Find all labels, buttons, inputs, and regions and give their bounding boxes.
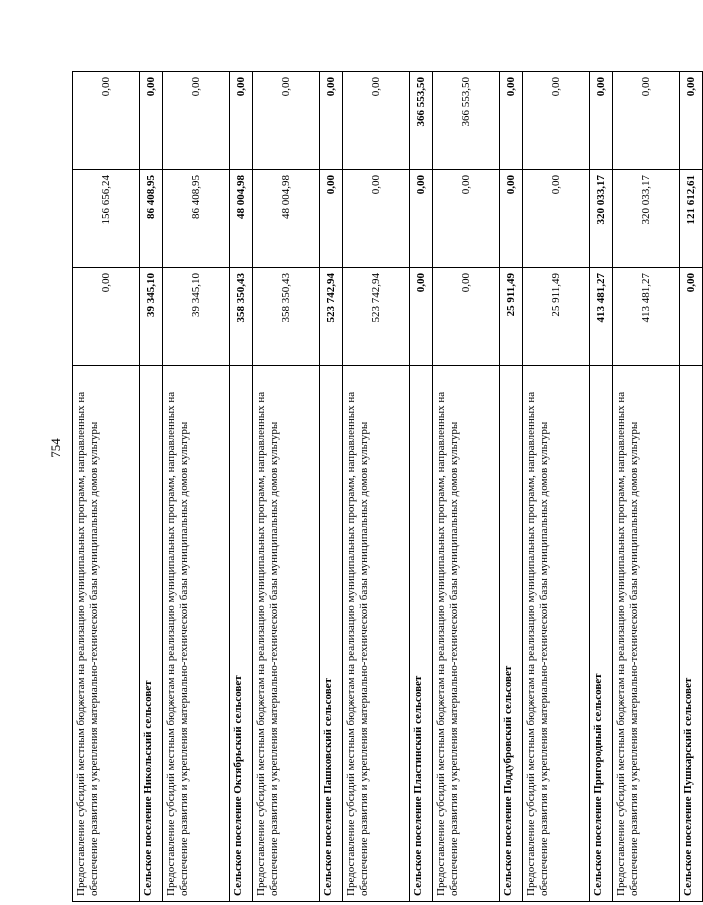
table-row [343,72,410,902]
settlement-name: Сельское поселение Поддубровский сельсовет [500,366,523,902]
value-col-1: 523 742,94 [320,268,343,366]
table-row-settlement [680,72,703,902]
value-col-3: 366 553,50 [433,72,500,170]
table-row-settlement [590,72,613,902]
value-col-2: 0,00 [500,170,523,268]
row-description: Предоставление субсидий местным бюджетам на реализацию муниципальных программ, направленных на обеспечение развития и укрепления материально-технической базы муниципальных домов культуры [433,366,500,902]
table-row-settlement [410,72,433,902]
table-row [613,72,680,902]
value-col-2: 0,00 [320,170,343,268]
value-col-2: 0,00 [343,170,410,268]
value-col-1: 0,00 [410,268,433,366]
value-col-1: 413 481,27 [590,268,613,366]
row-description: Предоставление субсидий местным бюджетам на реализацию муниципальных программ, направленных на обеспечение развития и укрепления материально-технической базы муниципальных домов культуры [613,366,680,902]
value-col-3: 0,00 [500,72,523,170]
table-row [523,72,590,902]
value-col-2: 86 408,95 [163,170,230,268]
value-col-2: 0,00 [410,170,433,268]
budget-table [72,71,703,902]
value-col-2: 48 004,98 [230,170,253,268]
table-row [253,72,320,902]
page-number: 754 [48,438,63,458]
row-description: Предоставление субсидий местным бюджетам на реализацию муниципальных программ, направленных на обеспечение развития и укрепления материально-технической базы муниципальных домов культуры [163,366,230,902]
value-col-3: 0,00 [523,72,590,170]
value-col-3: 0,00 [590,72,613,170]
settlement-name: Сельское поселение Пригородный сельсовет [590,366,613,902]
settlement-name: Сельское поселение Пушкарский сельсовет [680,366,703,902]
value-col-2: 0,00 [523,170,590,268]
value-col-1: 25 911,49 [500,268,523,366]
value-col-3: 0,00 [73,72,140,170]
rotated-table-area [72,72,697,902]
value-col-3: 366 553,50 [410,72,433,170]
value-col-3: 0,00 [343,72,410,170]
table-row [73,72,140,902]
value-col-3: 0,00 [230,72,253,170]
value-col-1: 39 345,10 [163,268,230,366]
table-row-settlement [500,72,523,902]
table-row-settlement [230,72,253,902]
value-col-1: 0,00 [73,268,140,366]
settlement-name: Сельское поселение Пашковский сельсовет [320,366,343,902]
settlement-name: Сельское поселение Никольский сельсовет [140,366,163,902]
value-col-1: 0,00 [680,268,703,366]
value-col-2: 156 656,24 [73,170,140,268]
value-col-2: 0,00 [433,170,500,268]
value-col-3: 0,00 [163,72,230,170]
table-row [433,72,500,902]
value-col-3: 0,00 [320,72,343,170]
row-description: Предоставление субсидий местным бюджетам на реализацию муниципальных программ, направленных на обеспечение развития и укрепления материально-технической базы муниципальных домов культуры [253,366,320,902]
value-col-1: 0,00 [433,268,500,366]
value-col-1: 358 350,43 [253,268,320,366]
value-col-2: 320 033,17 [613,170,680,268]
value-col-2: 48 004,98 [253,170,320,268]
table-container [72,72,697,902]
value-col-2: 320 033,17 [590,170,613,268]
value-col-1: 25 911,49 [523,268,590,366]
row-description: Предоставление субсидий местным бюджетам на реализацию муниципальных программ, направленных на обеспечение развития и укрепления материально-технической базы муниципальных домов культуры [73,366,140,902]
value-col-3: 0,00 [253,72,320,170]
value-col-3: 0,00 [613,72,680,170]
settlement-name: Сельское поселение Пластинский сельсовет [410,366,433,902]
settlement-name: Сельское поселение Октябрьский сельсовет [230,366,253,902]
row-description: Предоставление субсидий местным бюджетам на реализацию муниципальных программ, направленных на обеспечение развития и укрепления материально-технической базы муниципальных домов культуры [343,366,410,902]
table-row-settlement [140,72,163,902]
table-row [163,72,230,902]
value-col-1: 413 481,27 [613,268,680,366]
value-col-1: 523 742,94 [343,268,410,366]
value-col-1: 39 345,10 [140,268,163,366]
table-row-settlement [320,72,343,902]
value-col-2: 86 408,95 [140,170,163,268]
row-description: Предоставление субсидий местным бюджетам на реализацию муниципальных программ, направленных на обеспечение развития и укрепления материально-технической базы муниципальных домов культуры [523,366,590,902]
value-col-3: 0,00 [140,72,163,170]
value-col-3: 0,00 [680,72,703,170]
value-col-2: 121 612,61 [680,170,703,268]
value-col-1: 358 350,43 [230,268,253,366]
